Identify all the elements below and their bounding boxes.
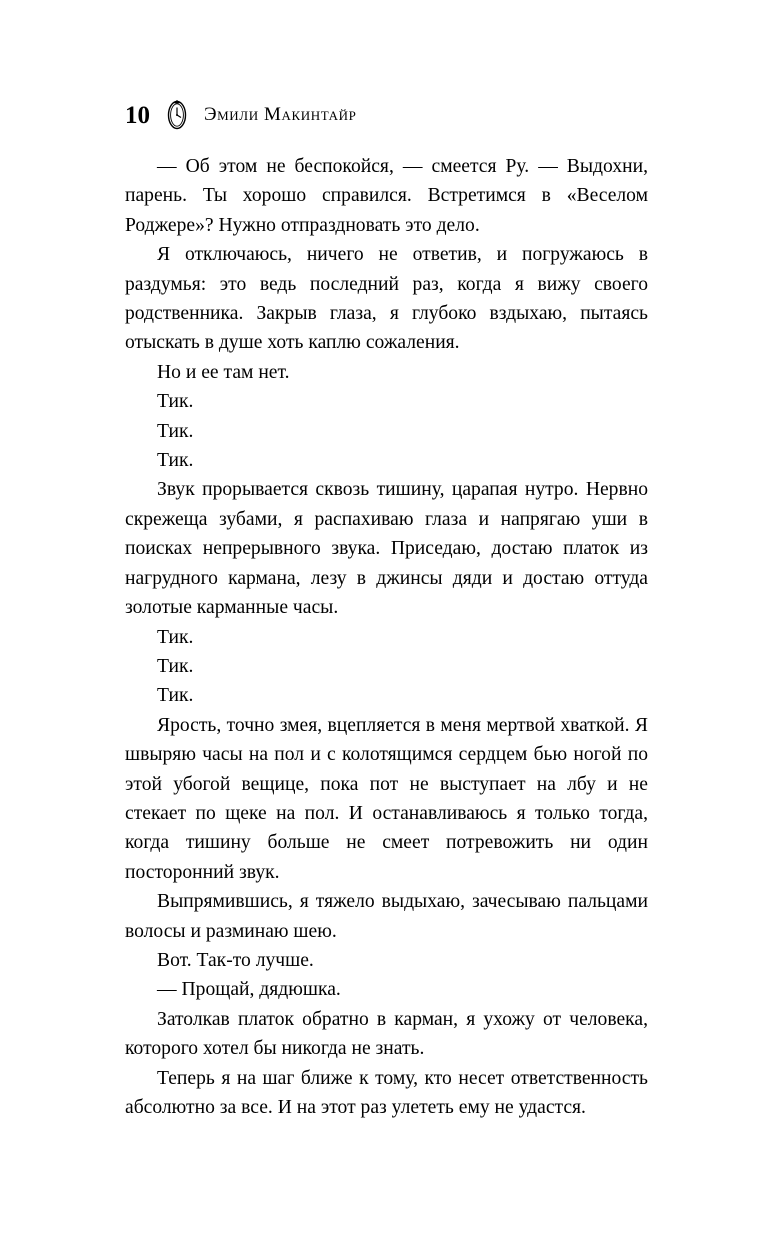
clock-icon <box>160 98 194 132</box>
page-number: 10 <box>125 101 150 129</box>
body-text <box>125 152 648 1122</box>
running-head-author: Эмили Макинтайр <box>204 104 357 125</box>
paragraph: Ярость, точно змея, вцепляется в меня мертвой хваткой. Я швыряю часы на пол и с колотящимся сердцем бью ногой по этой убогой вещице, пока пот не выступает на лбу и не стекает по щеке на пол. И останавливаюсь я только тогда, когда тишину больше не смеет потревожить ни один посторонний звук. <box>125 714 648 883</box>
paragraph: Тик. <box>157 655 194 677</box>
paragraph: Я отключаюсь, ничего не ответив, и погружаюсь в раздумья: это ведь последний раз, когда я вижу своего родственника. Закрыв глаза, я глубоко вздыхаю, пытаясь отыскать в душе хоть каплю сожаления. <box>125 244 648 354</box>
paragraph: Тик. <box>157 626 194 648</box>
paragraph: — Прощай, дядюшка. <box>157 979 341 1001</box>
paragraph: Вот. Так-то лучше. <box>157 949 314 971</box>
paragraph: Тик. <box>157 420 194 442</box>
paragraph: Тик. <box>157 685 194 707</box>
paragraph: Звук прорывается сквозь тишину, царапая нутро. Нервно скрежеща зубами, я распахиваю глаза и напрягаю уши в поисках непрерывного звука. Приседаю, достаю платок из нагрудного кармана, лезу в джинсы дяди и достаю оттуда золотые карманные часы. <box>125 479 648 619</box>
paragraph: Затолкав платок обратно в карман, я ухожу от человека, которого хотел бы никогда не знать. <box>125 1008 648 1060</box>
paragraph: Тик. <box>157 391 194 413</box>
paragraph: Выпрямившись, я тяжело выдыхаю, зачесываю пальцами волосы и разминаю шею. <box>125 891 648 942</box>
paragraph: Но и ее там нет. <box>157 361 290 383</box>
paragraph: — Об этом не беспокойся, — смеется Ру. — Выдохни, парень. Ты хорошо справился. Встретимся в «Веселом Роджере»? Нужно отпраздновать это дело. <box>125 156 648 236</box>
paragraph: Тик. <box>157 450 194 472</box>
paragraph: Теперь я на шаг ближе к тому, кто несет ответственность абсолютно за все. И на этот раз улететь ему не удастся. <box>125 1067 648 1118</box>
running-head <box>125 98 645 132</box>
